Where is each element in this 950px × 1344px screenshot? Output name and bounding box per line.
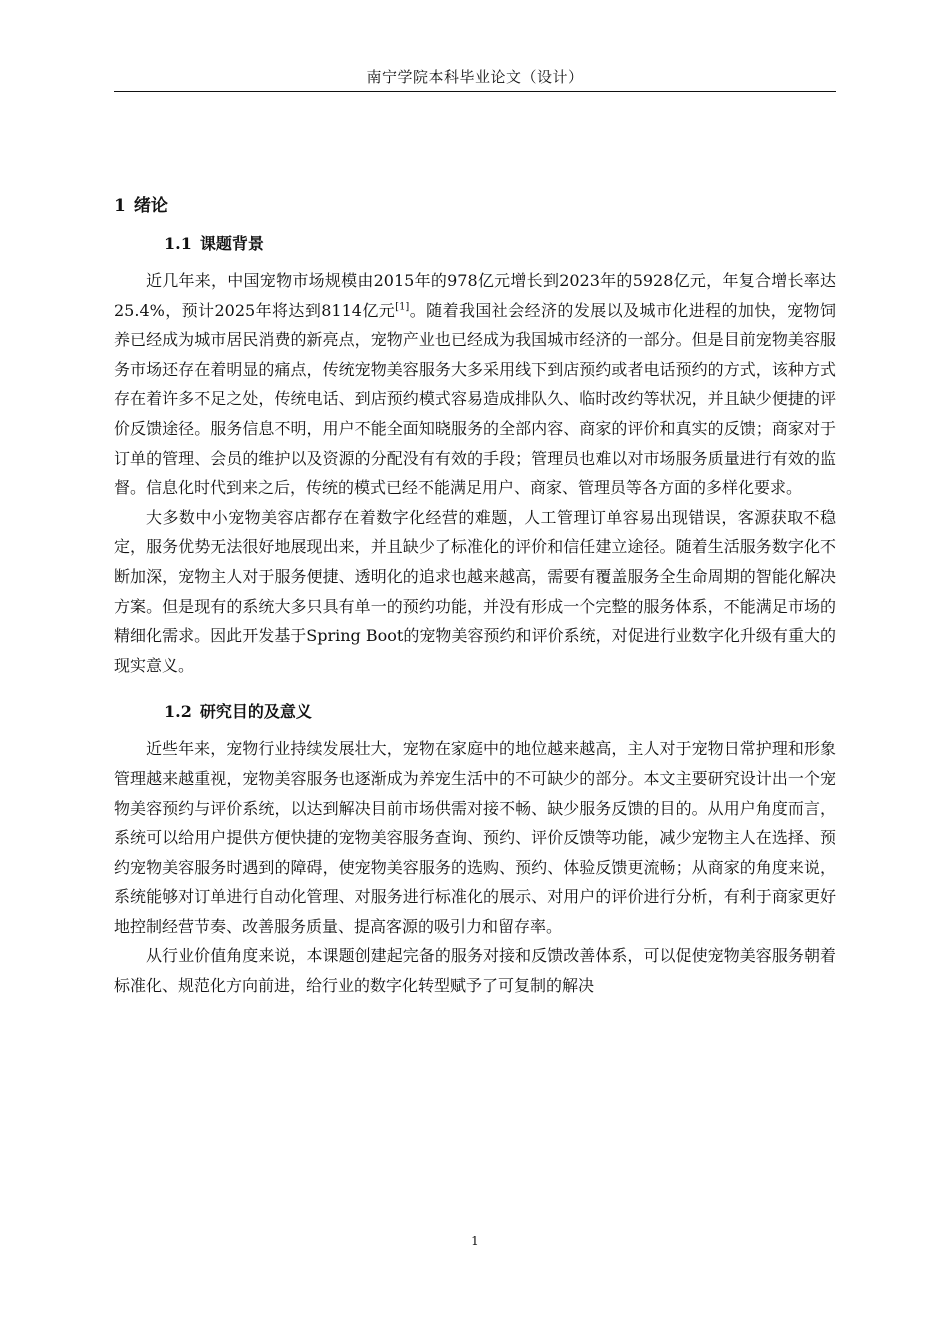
paragraph-2: 大多数中小宠物美容店都存在着数字化经营的难题，人工管理订单容易出现错误，客源获取不稳定，服务优势无法很好地展现出来，并且缺少了标准化的评价和信任建立途径。随着生活服务数字化不断加深，宠物主人对于服务便捷、透明化的追求也越来越高，需要有覆盖服务全生命周期的智能化解决方案。但是现有的系统大多只具有单一的预约功能，并没有形成一个完整的服务体系，不能满足市场的精细化需求。因此开发基于Spring Boot的宠物美容预约和评价系统，对促进行业数字化升级有重大的现实意义。 xyxy=(114,507,836,675)
paragraph-1 xyxy=(114,266,836,503)
section-heading-1-2 xyxy=(114,694,836,730)
citation-marker: [1] xyxy=(395,301,410,313)
section-title: 课题背景 xyxy=(199,234,264,253)
section-number: 1.2 xyxy=(164,702,192,722)
section-heading-1-1 xyxy=(114,226,836,262)
paragraph-text: 。随着我国社会经济的发展以及城市化进程的加快，宠物饲养已经成为城市居民消费的新亮点，宠物产业也已经成为我国城市经济的一部分。但是目前宠物美容服务市场还存在着明显的痛点，传统宠物美容服务大多采用线下到店预约或者电话预约的方式，该种方式存在着许多不足之处，传统电话、到店预约模式容易造成排队久、临时改约等状况，并且缺少便捷的评价反馈途径。服务信息不明，用户不能全面知晓服务的全部内容、商家的评价和真实的反馈；商家对于订单的管理、会员的维护以及资源的分配没有有效的手段；管理员也难以对市场服务质量进行有效的监督。信息化时代到来之后，传统的模式已经不能满足用户、商家、管理员等各方面的多样化要求。 xyxy=(114,300,836,498)
chapter-heading xyxy=(114,188,836,224)
chapter-number: 1 xyxy=(114,196,126,216)
paragraph-text: 近几年来，中国宠物市场规模由2015年的978亿元增长到2023年的5928亿元，年复合增长率达25.4%，预计2025年将达到8114亿元 xyxy=(114,271,836,320)
page-body xyxy=(114,188,836,1001)
paragraph-3: 近些年来，宠物行业持续发展壮大，宠物在家庭中的地位越来越高，主人对于宠物日常护理和形象管理越来越重视，宠物美容服务也逐渐成为养宠生活中的不可缺少的部分。本文主要研究设计出一个宠物美容预约与评价系统，以达到解决目前市场供需对接不畅、缺少服务反馈的目的。从用户角度而言，系统可以给用户提供方便快捷的宠物美容服务查询、预约、评价反馈等功能，减少宠物主人在选择、预约宠物美容服务时遇到的障碍，使宠物美容服务的选购、预约、体验反馈更流畅；从商家的角度来说，系统能够对订单进行自动化管理、对服务进行标准化的展示、对用户的评价进行分析，有利于商家更好地控制经营节奏、改善服务质量、提高客源的吸引力和留存率。 xyxy=(114,739,836,936)
paragraph-4: 从行业价值角度来说，本课题创建起完备的服务对接和反馈改善体系，可以促使宠物美容服务朝着标准化、规范化方向前进，给行业的数字化转型赋予了可复制的解决 xyxy=(114,946,836,996)
running-header: 南宁学院本科毕业论文（设计） xyxy=(366,68,584,86)
chapter-title: 绪论 xyxy=(133,196,168,216)
header-rule xyxy=(114,91,836,92)
page-number: 1 xyxy=(471,1234,479,1248)
section-number: 1.1 xyxy=(164,234,192,253)
section-title: 研究目的及意义 xyxy=(199,702,312,722)
